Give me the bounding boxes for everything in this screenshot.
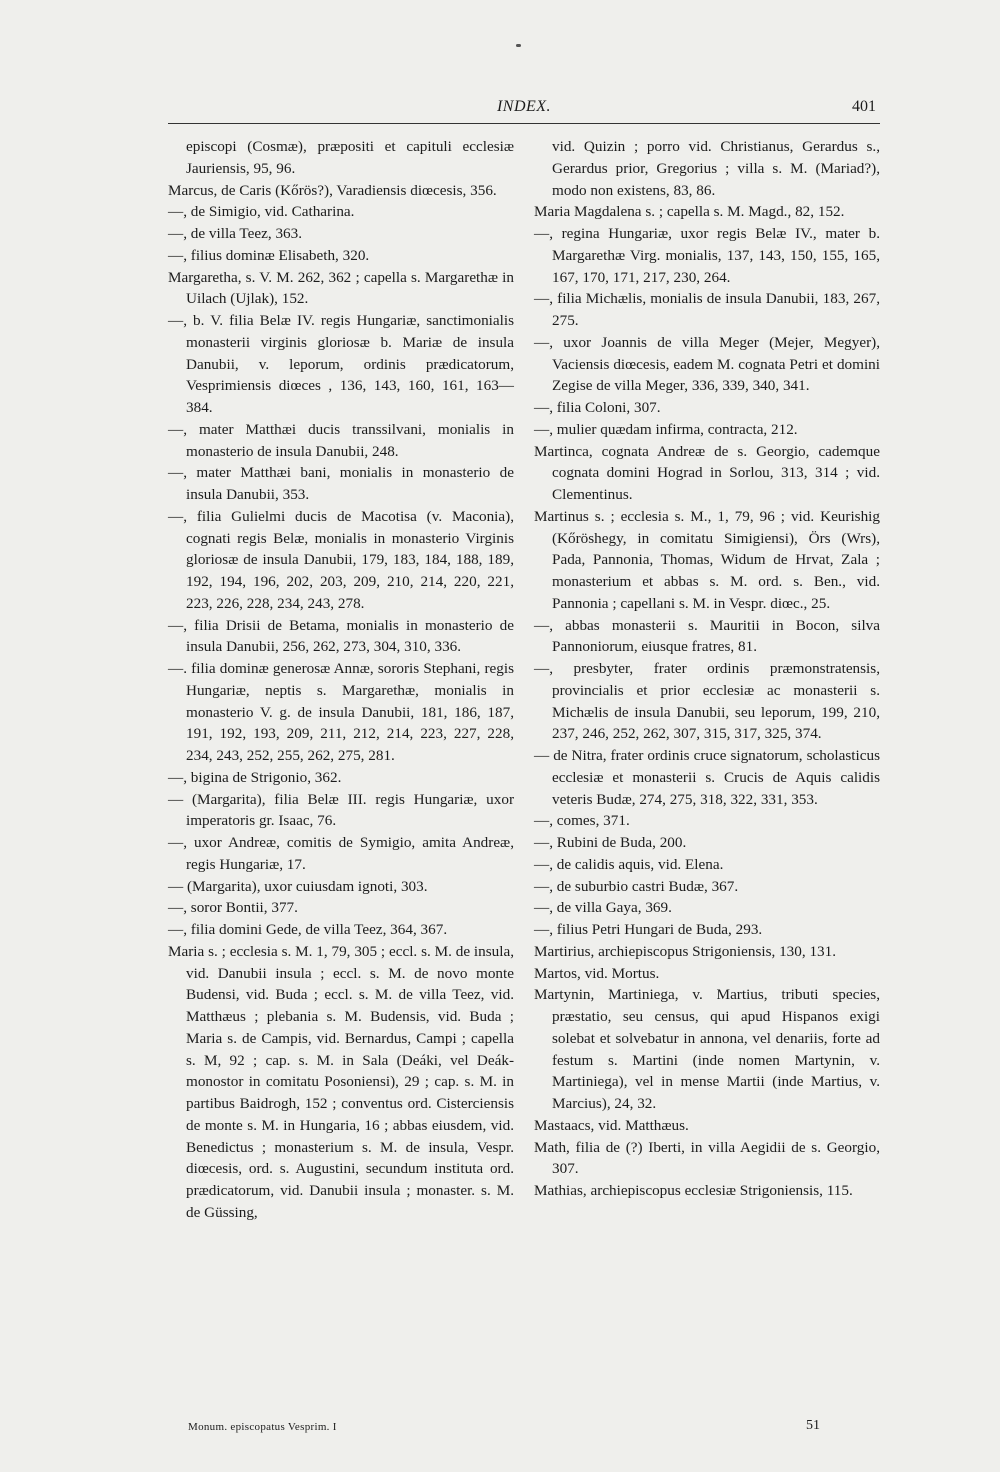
index-entry: — (Margarita), uxor cuiusdam ignoti, 303.: [168, 877, 428, 895]
index-entry: —, de villa Gaya, 369.: [534, 899, 672, 917]
print-speck: [516, 44, 521, 47]
index-entry: —, filia Coloni, 307.: [534, 399, 661, 416]
index-entry: — de Nitra, frater ordinis cruce signatorum, scholasticus ecclesiæ et monasterii s. Crucis de Aquis calidis veteris Budæ, 274, 275, 318, 322, 331, 353.: [534, 747, 880, 808]
index-entry: Martynin, Martiniega, v. Martius, tributi species, præstatio, seu census, qui apud Hispanos exigi solebat et solvebatur in annona, vel denariis, forte ad festum s. Martini (inde nomen Martynin, v. Martiniega), vel in mense Martii (inde Martius, v. Marcius), 24, 32.: [534, 986, 880, 1112]
index-entry: —, de calidis aquis, vid. Elena.: [534, 855, 724, 873]
index-entry: —, soror Bontii, 377.: [168, 899, 298, 917]
index-entry: —, mulier quædam infirma, contracta, 212.: [534, 420, 798, 438]
index-entry: —, de Simigio, vid. Catharina.: [168, 203, 355, 221]
index-entry: Martirius, archiepiscopus Strigoniensis, 130, 131.: [534, 942, 837, 960]
index-entry: episcopi (Cosmæ), præpositi et capituli ecclesiæ Jauriensis, 95, 96.: [186, 138, 514, 177]
index-entry: —. filia dominæ generosæ Annæ, sororis Stephani, regis Hungariæ, neptis s. Margarethæ, monialis in monasterio V. g. de insula Danubii, 181, 186, 187, 191, 192, 193, 209, 211, 212, 214, 223, 227, 228, 234, 243, 252, 255, 262, 275, 281.: [168, 660, 514, 764]
index-entry: Martinus s. ; ecclesia s. M., 1, 79, 96 ; vid. Keurishig (Kőröshegy, in comitatu Simigiensi), Örs (Wrs), Pada, Pannonia, Thomas, Widum de Hrvat, Zala ; monasterium et abbas s. M. ord. s. Ben., vid. Pannonia ; capellani s. M. in Vespr. diœc., 25.: [534, 507, 880, 612]
page-footer: [168, 1418, 880, 1441]
index-entry: —, filia Gulielmi ducis de Macotisa (v. Maconia), cognati regis Belæ, monialis in monasterio Virginis gloriosæ de insula Danubii, 179, 183, 184, 188, 189, 192, 194, 196, 202, 203, 209, 210, 214, 220, 221, 223, 226, 228, 234, 243, 278.: [168, 507, 514, 612]
index-entry: —, filia Drisii de Betama, monialis in monasterio de insula Danubii, 256, 262, 273, 304, 310, 336.: [168, 616, 514, 656]
running-head: INDEX.: [496, 98, 552, 115]
index-entry: —, de villa Teez, 363.: [168, 225, 303, 242]
index-entry: Mathias, archiepiscopus ecclesiæ Strigoniensis, 115.: [534, 1182, 853, 1199]
index-entry: —, abbas monasterii s. Mauritii in Bocon, silva Pannoniorum, eiusque fratres, 81.: [534, 616, 880, 656]
footer-signature: Monum. episcopatus Vesprim. I: [188, 1421, 337, 1433]
index-entry: Martinca, cognata Andreæ de s. Georgio, cademque cognata domini Hograd in Sorlou, 313, 314 ; vid. Clementinus.: [534, 442, 880, 503]
left-column: [168, 136, 514, 1224]
right-column: [534, 136, 880, 1202]
index-entry: —, regina Hungariæ, uxor regis Belæ IV., mater b. Margarethæ Virg. monialis, 137, 143, 150, 155, 165, 167, 170, 171, 217, 230, 264.: [534, 225, 880, 286]
index-entry: —, mater Matthæi ducis transsilvani, monialis in monasterio de insula Danubii, 248.: [168, 420, 514, 460]
index-entry: Mastaacs, vid. Matthæus.: [534, 1116, 689, 1134]
index-entry: —, b. V. filia Belæ IV. regis Hungariæ, sanctimonialis monasterii virginis gloriosæ b. Mariæ de insula Danubii, v. leporum, ordinis prædicatorum, Vesprimiensis diœces , 136, 143, 160, 161, 163—384.: [168, 312, 514, 416]
index-entry: Martos, vid. Mortus.: [534, 964, 660, 982]
index-entry: —, uxor Andreæ, comitis de Symigio, amita Andreæ, regis Hungariæ, 17.: [168, 834, 514, 873]
header-rule: [168, 123, 880, 124]
page-header: [168, 98, 880, 122]
index-entry: — (Margarita), filia Belæ III. regis Hungariæ, uxor imperatoris gr. Isaac, 76.: [168, 790, 514, 830]
index-entry: —, comes, 371.: [534, 812, 630, 830]
index-entry: —, uxor Joannis de villa Meger (Mejer, Megyer), Vaciensis diœcesis, eadem M. cognata Petri et domini Zegise de villa Meger, 336, 339, 340, 341.: [534, 333, 880, 395]
index-entry: —, filius dominæ Elisabeth, 320.: [168, 246, 370, 264]
page-number: 401: [852, 98, 876, 115]
sheet-number: 51: [806, 1418, 820, 1433]
index-entry: Math, filia de (?) Iberti, in villa Aegidii de s. Georgio, 307.: [534, 1138, 880, 1178]
index-entry: vid. Quizin ; porro vid. Christianus, Gerardus s., Gerardus prior, Gregorius ; villa s. M. (Mariad?), modo non existens, 83, 86.: [552, 138, 880, 199]
index-entry: —, bigina de Strigonio, 362.: [168, 768, 342, 786]
index-entry: —, filia Michælis, monialis de insula Danubii, 183, 267, 275.: [534, 290, 880, 329]
index-entry: Margaretha, s. V. M. 262, 362 ; capella s. Margarethæ in Uilach (Ujlak), 152.: [168, 268, 514, 308]
index-entry: —, presbyter, frater ordinis præmonstratensis, provincialis et prior ecclesiæ ac monasterii s. Michælis de insula Danubii, seu leporum, 199, 210, 237, 246, 252, 262, 307, 315, 317, 325, 374.: [534, 660, 880, 743]
index-entry: Maria Magdalena s. ; capella s. M. Magd., 82, 152.: [534, 203, 845, 221]
index-entry: —, mater Matthæi bani, monialis in monasterio de insula Danubii, 353.: [168, 464, 514, 503]
index-entry: —, de suburbio castri Budæ, 367.: [534, 877, 739, 895]
index-entry: —, filius Petri Hungari de Buda, 293.: [534, 921, 763, 938]
index-entry: —, filia domini Gede, de villa Teez, 364, 367.: [168, 921, 448, 938]
index-entry: Maria s. ; ecclesia s. M. 1, 79, 305 ; eccl. s. M. de insula, vid. Danubii insula ; eccl. s. M. de novo monte Budensi, vid. Buda ; eccl. s. M. de villa Teez, vid. Matthæus ; plebania s. M. Budensis, vid. Buda ; Maria s. de Campis, vid. Bernardus, Campi ; capella s. M, 92 ; cap. s. M. in Sala (Deáki, vel Deák-monostor in comitatu Posoniensi), 29 ; cap. s. M. in partibus Baidrogh, 152 ; conventus ord. Cisterciensis de monte s. M. in Hungaria, 16 ; abbas eiusdem, vid. Benedictus ; monasterium s. M. de insula, Vespr. diœcesis, ord. s. Augustini, secundum instituta ord. prædicatorum, vid. Danubii insula ; monaster. s. M. de Güssing,: [168, 942, 514, 1221]
index-entry: —, Rubini de Buda, 200.: [534, 834, 687, 851]
index-entry: Marcus, de Caris (Kőrös?), Varadiensis diœcesis, 356.: [168, 181, 497, 199]
